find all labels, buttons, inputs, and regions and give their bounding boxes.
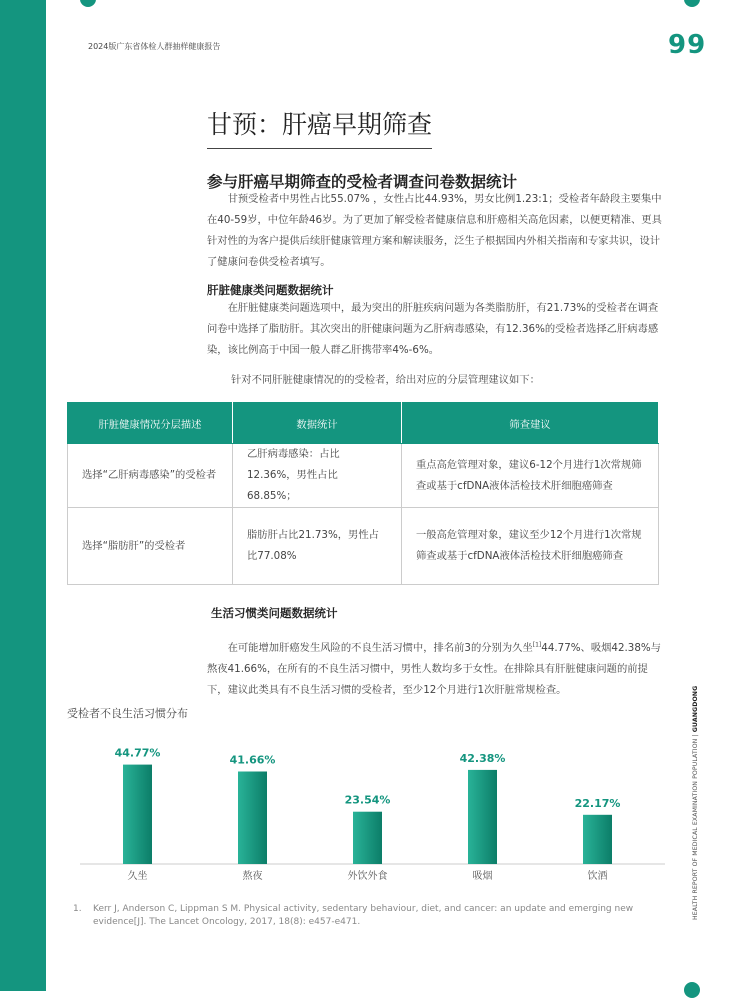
table-cell: 选择“脂肪肝”的受检者 [68,508,233,585]
lifestyle-paragraph [207,638,663,701]
footnote-text: Kerr J, Anderson C, Lippman S M. Physical activity, sedentary behaviour, diet, and cancer: an update and emerging new evidence[J]. The Lancet Oncology, 2017, 18(8): e457-e471. [93,904,634,927]
page-number: 99 [668,30,707,60]
side-vertical-text [692,686,699,920]
table-header-cell: 筛查建议 [402,403,659,444]
bar-3 [468,770,497,864]
side-text-main: HEALTH REPORT OF MEDICAL EXAMINATION POPULATION [692,738,699,920]
bar-value-label: 23.54% [344,793,391,807]
category-label: 外饮外食 [347,871,388,882]
bar-value-label: 44.77% [114,746,161,760]
bar-value-label: 41.66% [229,753,276,767]
table-cell: 重点高危管理对象，建议6-12个月进行1次常规筛查或基于cfDNA液体活检技术肝细胞癌筛查 [402,444,659,508]
left-accent-bar [0,0,46,991]
report-title: 2024版广东省体检人群抽样健康报告 [88,42,221,51]
table-cell: 一般高危管理对象，建议至少12个月进行1次常规筛查或基于cfDNA液体活检技术肝细胞癌筛查 [402,508,659,585]
table-cell: 乙肝病毒感染：占比12.36%，男性占比68.85%； [233,444,402,508]
bar-chart [60,745,670,895]
decorative-dot [684,982,700,998]
screening-table [67,402,659,585]
bar-2 [353,812,382,864]
decorative-dot [684,0,700,7]
category-label: 熬夜 [242,871,263,882]
bar-value-label: 22.17% [574,796,621,810]
table-header-row [68,403,659,444]
bar-0 [123,765,152,864]
page-title: 甘预：肝癌早期筛查 [207,105,432,149]
reference-mark: [1] [532,641,542,649]
category-label: 饮酒 [587,871,608,882]
table-cell: 选择“乙肝病毒感染”的受检者 [68,444,233,508]
table-intro: 针对不同肝脏健康情况的的受检者，给出对应的分层管理建议如下： [231,374,540,386]
footnote [73,903,658,929]
chart-title: 受检者不良生活习惯分布 [67,707,188,720]
side-text-separator: | [692,734,699,737]
subsection-title-lifestyle: 生活习惯类问题数据统计 [211,606,338,620]
liver-paragraph: 在肝脏健康类问题选项中，最为突出的肝脏疾病问题为各类脂肪肝，有21.73%的受检者在调查问卷中选择了脂肪肝。其次突出的肝健康问题为乙肝病毒感染，有12.36%的受检者选择乙肝病毒感染，该比例高于中国一般人群乙肝携带率4%-6%。 [207,302,659,356]
lifestyle-text-part2: 44.77%、吸烟42.38%与熬夜41.66%，在所有的不良生活习惯中，男性人数均多于女性。在排除具有肝脏健康问题的前提下，建议此类具有不良生活习惯的受检者，至少12个月进行1次肝脏常规检查。 [207,642,661,696]
category-label: 久坐 [127,871,148,882]
table-cell: 脂肪肝占比21.73%，男性占比77.08% [233,508,402,585]
footnote-number: 1. [73,904,82,914]
decorative-dot [80,0,96,7]
intro-paragraph: 甘预受检者中男性占比55.07% ，女性占比44.93%，男女比例1.23:1；受检者年龄段主要集中在40-59岁，中位年龄46岁。为了更加了解受检者健康信息和肝癌相关高危因素，以便更精准、更具针对性的为客户提供后续肝健康管理方案和解读服务，泛生子根据国内外相关指南和专家共识，设计了健康问卷供受检者填写。 [207,193,662,268]
table-row [68,508,659,585]
lifestyle-text-part1: 在可能增加肝癌发生风险的不良生活习惯中，排名前3的分别为久坐 [227,642,533,654]
bar-value-label: 42.38% [459,751,506,765]
section-title: 参与肝癌早期筛查的受检者调查问卷数据统计 [207,173,518,191]
table-row [68,444,659,508]
category-label: 吸烟 [472,871,493,882]
table-header-cell: 数据统计 [233,403,402,444]
bar-1 [238,772,267,865]
subsection-title-liver: 肝脏健康类问题数据统计 [207,283,334,297]
side-text-region: GUANGDONG [692,685,699,733]
bar-4 [583,815,612,864]
table-header-cell: 肝脏健康情况分层描述 [68,403,233,444]
